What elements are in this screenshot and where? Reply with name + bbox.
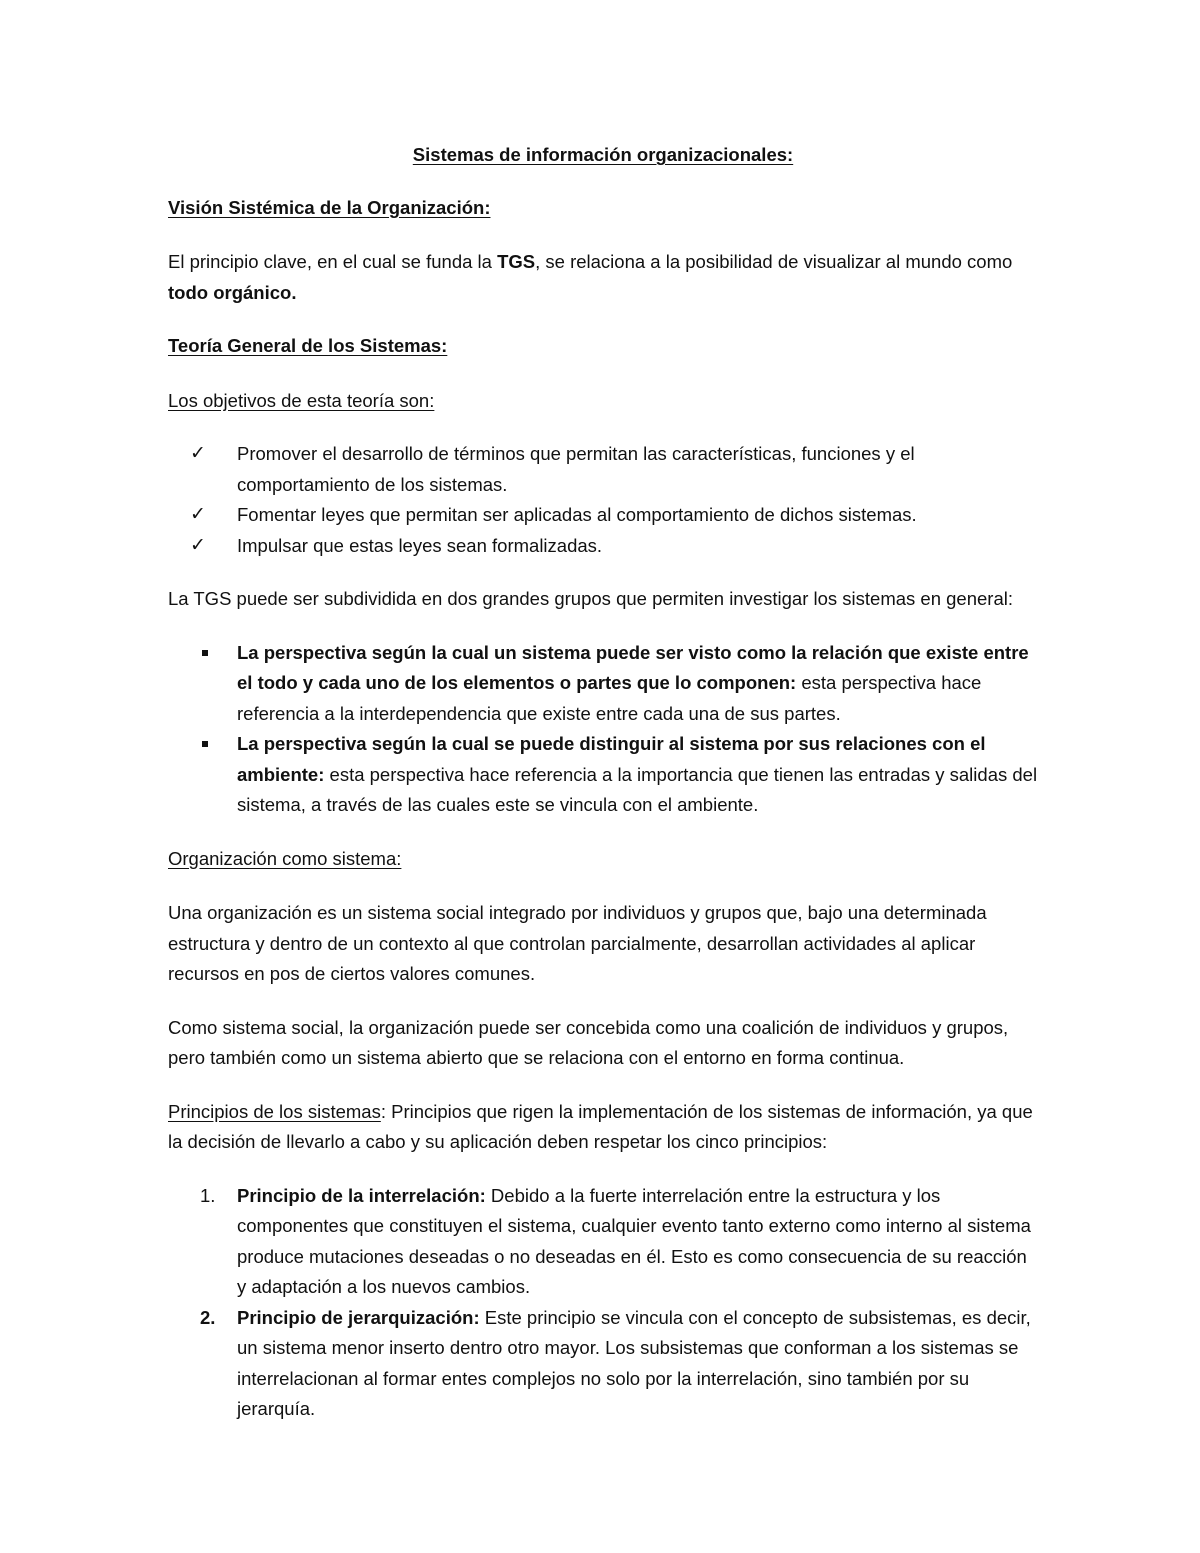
perspective-text: esta perspectiva hace referencia a la importancia que tienen las entradas y salidas del sistema, a través de las cuales este se vincula con el ambiente.	[237, 763, 1038, 815]
list-item	[168, 1181, 1038, 1303]
paragraph-organizacion-1: Una organización es un sistema social integrado por individuos y grupos que, bajo una determinada estructura y dentro de un contexto al que controlan parcialmente, desarrollan actividades al aplicar recursos en pos de ciertos valores comunes.	[168, 902, 987, 984]
document-page	[168, 140, 1038, 1448]
principle-text: Este principio se vincula con el concepto de subsistemas, es decir, un sistema menor inserto dentro otro mayor. Los subsistemas que conforman a los sistemas se interrelacionan al formar entes complejos no solo por la interrelación, sino también por su jerarquía.	[237, 1306, 1031, 1419]
list-item	[168, 500, 1038, 531]
objective-text: Impulsar que estas leyes sean formalizadas.	[237, 534, 603, 556]
list-item	[168, 1303, 1038, 1425]
principle-title: Principio de jerarquización:	[237, 1306, 480, 1328]
objectives-label: Los objetivos de esta teoría son:	[168, 389, 435, 411]
checkmark-icon: ✓	[190, 443, 206, 464]
heading-teoria-general: Teoría General de los Sistemas:	[168, 335, 448, 356]
checkmark-icon: ✓	[190, 534, 206, 556]
square-bullet-icon	[202, 650, 208, 656]
paragraph-organizacion-2: Como sistema social, la organización puede ser concebida como una coalición de individuos y grupos, pero también como un sistema abierto que se relaciona con el entorno en forma continua.	[168, 1016, 1009, 1068]
list-number: 1.	[200, 1184, 216, 1206]
principles-list	[168, 1181, 1038, 1425]
principle-title: Principio de la interrelación:	[237, 1184, 486, 1206]
perspective-title: La perspectiva según la cual un sistema puede ser visto como la relación que existe entre el todo y cada uno de los elementos o partes que lo componen:	[237, 641, 1029, 693]
principios-intro: : Principios que rigen la implementación de los sistemas de información, ya que la decisión de llevarlo a cabo y su aplicación deben respetar los cinco principios:	[168, 1100, 1033, 1152]
heading-organizacion: Organización como sistema:	[168, 847, 402, 869]
vision-text-start: El principio clave, en el cual se funda la	[168, 251, 498, 272]
objective-text: Promover el desarrollo de términos que permitan las características, funciones y el comportamiento de los sistemas.	[237, 443, 915, 495]
list-item	[168, 638, 1038, 730]
heading-vision-sistemica: Visión Sistémica de la Organización:	[168, 196, 491, 218]
heading-principios: Principios de los sistemas	[168, 1100, 381, 1122]
perspective-title: La perspectiva según la cual se puede distinguir al sistema por sus relaciones con el ambiente:	[237, 733, 986, 785]
checkmark-icon: ✓	[190, 504, 206, 525]
paragraph-vision	[168, 247, 1038, 308]
perspective-text: esta perspectiva hace referencia a la interdependencia que existe entre cada una de sus partes.	[237, 672, 982, 724]
paragraph-principios	[168, 1097, 1038, 1158]
principle-text: Debido a la fuerte interrelación entre la estructura y los componentes que constituyen el sistema, cualquier evento tanto externo como interno al sistema produce mutaciones deseadas o no deseadas en él. Esto es como consecuencia de su reacción y adaptación a los nuevos cambios.	[237, 1184, 1031, 1297]
list-item	[168, 729, 1038, 821]
objectives-list	[168, 439, 1038, 561]
objective-text: Fomentar leyes que permitan ser aplicadas al comportamiento de dichos sistemas.	[237, 504, 917, 525]
vision-text-mid: , se relaciona a la posibilidad de visualizar al mundo como	[535, 251, 1013, 272]
list-item	[168, 531, 1038, 562]
perspectives-list	[168, 638, 1038, 821]
list-item	[168, 439, 1038, 500]
paragraph-subdivision: La TGS puede ser subdividida en dos grandes grupos que permiten investigar los sistemas en general:	[168, 588, 1013, 609]
document-title: Sistemas de información organizacionales:	[412, 144, 794, 165]
vision-text-tgs: TGS	[497, 251, 536, 272]
vision-text-end: todo orgánico.	[168, 281, 297, 303]
square-bullet-icon	[202, 741, 208, 747]
list-number: 2.	[200, 1306, 216, 1328]
